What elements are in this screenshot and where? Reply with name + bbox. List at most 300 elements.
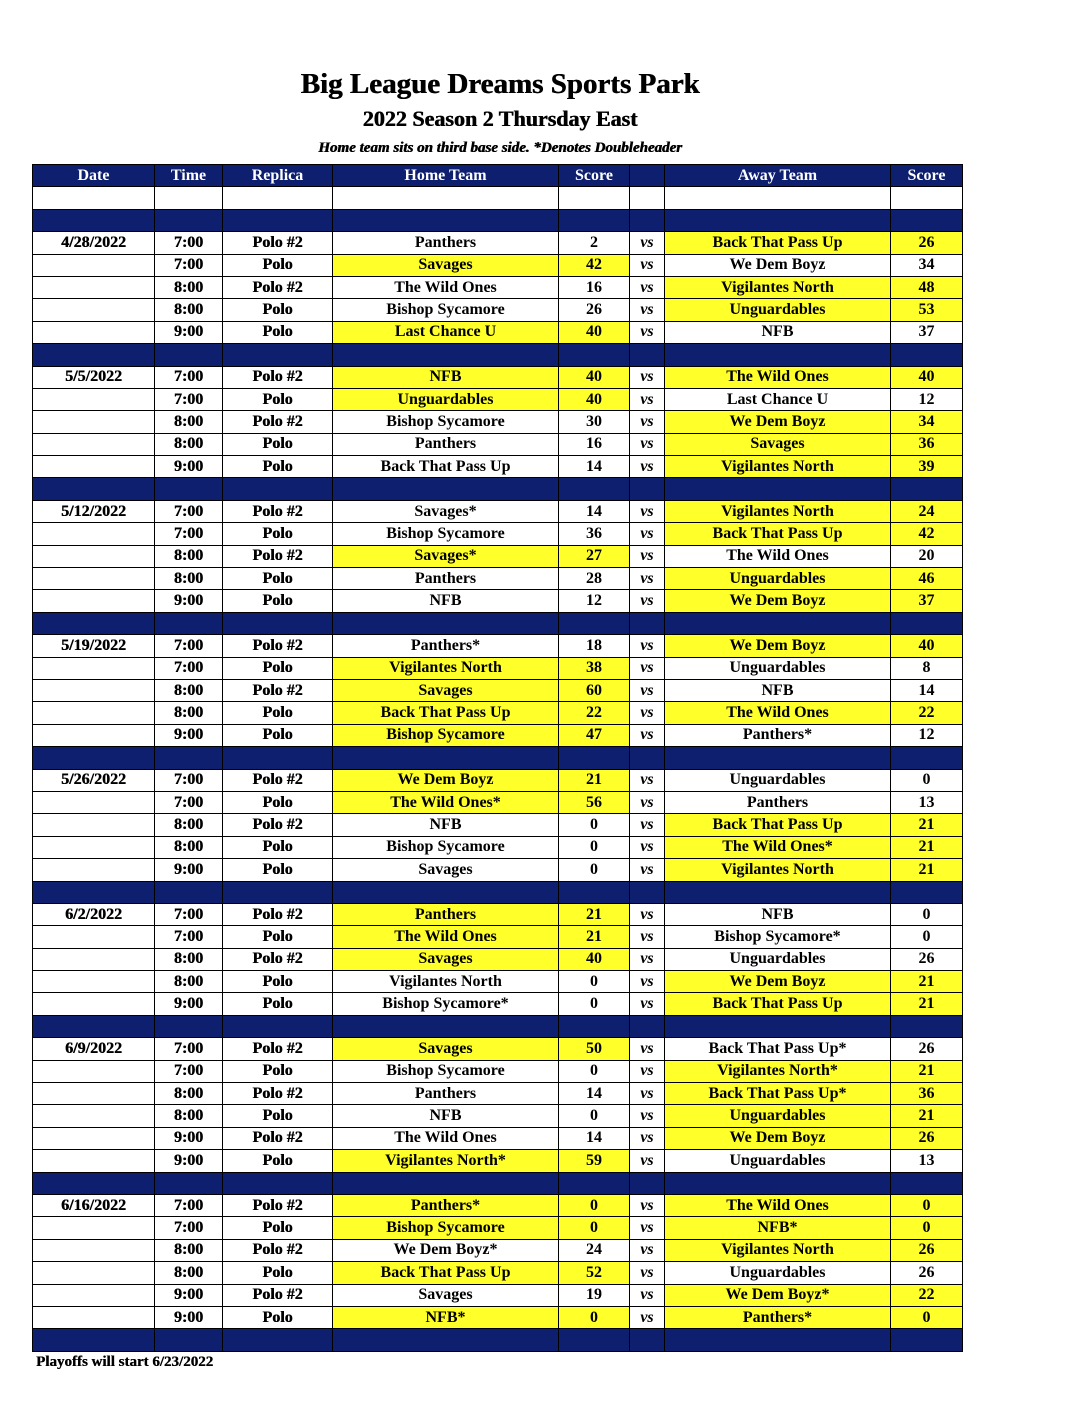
home-team-cell: Bishop Sycamore	[333, 299, 559, 321]
home-score-cell: 0	[559, 1306, 630, 1328]
blank-cell	[155, 187, 223, 209]
away-score-cell: 0	[891, 1217, 963, 1239]
game-row	[33, 657, 963, 679]
away-score-cell: 40	[891, 366, 963, 388]
vs-cell: vs	[630, 657, 665, 679]
home-team-cell: NFB	[333, 1105, 559, 1127]
time-cell: 8:00	[155, 836, 223, 858]
away-score-cell: 26	[891, 1262, 963, 1284]
vs-cell: vs	[630, 1083, 665, 1105]
game-row	[33, 388, 963, 410]
date-cell	[33, 814, 155, 836]
vs-cell: vs	[630, 276, 665, 298]
home-team-cell: The Wild Ones*	[333, 791, 559, 813]
time-cell: 7:00	[155, 903, 223, 925]
game-row	[33, 545, 963, 567]
vs-cell: vs	[630, 1262, 665, 1284]
game-row	[33, 500, 963, 522]
time-cell: 7:00	[155, 254, 223, 276]
date-cell	[33, 433, 155, 455]
time-cell: 8:00	[155, 948, 223, 970]
game-row	[33, 635, 963, 657]
away-team-cell: NFB	[665, 321, 891, 343]
schedule-note: Home team sits on third base side. *Denotes Doubleheader	[318, 140, 682, 156]
replica-cell: Polo	[223, 724, 333, 746]
home-score-cell: 56	[559, 791, 630, 813]
replica-cell: Polo	[223, 299, 333, 321]
away-score-cell: 13	[891, 791, 963, 813]
separator-cell	[223, 344, 333, 366]
away-team-cell: The Wild Ones*	[665, 836, 891, 858]
footer-note: Playoffs will start 6/23/2022	[36, 1354, 214, 1370]
separator-cell	[630, 881, 665, 903]
vs-cell: vs	[630, 1239, 665, 1261]
week-separator-row	[33, 478, 963, 500]
vs-cell: vs	[630, 366, 665, 388]
away-team-cell: Back That Pass Up	[665, 523, 891, 545]
away-score-cell: 0	[891, 903, 963, 925]
separator-cell	[333, 881, 559, 903]
home-team-cell: NFB*	[333, 1306, 559, 1328]
separator-cell	[891, 478, 963, 500]
away-team-cell: The Wild Ones	[665, 1194, 891, 1216]
game-row	[33, 948, 963, 970]
game-row	[33, 411, 963, 433]
replica-cell: Polo	[223, 321, 333, 343]
away-team-cell: We Dem Boyz	[665, 254, 891, 276]
date-cell	[33, 568, 155, 590]
home-team-cell: Back That Pass Up	[333, 702, 559, 724]
date-cell	[33, 523, 155, 545]
home-score-cell: 22	[559, 702, 630, 724]
home-score-cell: 50	[559, 1038, 630, 1060]
home-score-cell: 14	[559, 1083, 630, 1105]
date-cell	[33, 1083, 155, 1105]
away-team-cell: Unguardables	[665, 299, 891, 321]
separator-cell	[33, 612, 155, 634]
separator-cell	[155, 747, 223, 769]
replica-cell: Polo	[223, 568, 333, 590]
away-score-cell: 0	[891, 769, 963, 791]
replica-cell: Polo	[223, 993, 333, 1015]
game-row	[33, 926, 963, 948]
home-score-cell: 40	[559, 948, 630, 970]
home-team-cell: Unguardables	[333, 388, 559, 410]
away-team-cell: Unguardables	[665, 1262, 891, 1284]
separator-cell	[33, 881, 155, 903]
away-team-cell: NFB	[665, 679, 891, 701]
replica-cell: Polo	[223, 1306, 333, 1328]
away-score-cell: 26	[891, 1239, 963, 1261]
separator-cell	[630, 209, 665, 231]
home-score-cell: 0	[559, 1060, 630, 1082]
home-team-cell: Panthers	[333, 1083, 559, 1105]
schedule-body	[33, 187, 963, 1351]
away-score-cell: 12	[891, 388, 963, 410]
replica-cell: Polo	[223, 859, 333, 881]
vs-cell: vs	[630, 903, 665, 925]
separator-cell	[665, 881, 891, 903]
separator-cell	[665, 478, 891, 500]
vs-cell: vs	[630, 1284, 665, 1306]
date-cell	[33, 590, 155, 612]
game-row	[33, 366, 963, 388]
blank-cell	[223, 187, 333, 209]
date-cell: 5/12/2022	[33, 500, 155, 522]
home-score-cell: 21	[559, 926, 630, 948]
home-score-cell: 21	[559, 903, 630, 925]
game-row	[33, 993, 963, 1015]
home-team-cell: NFB	[333, 366, 559, 388]
week-separator-row	[33, 612, 963, 634]
home-score-cell: 28	[559, 568, 630, 590]
home-team-cell: Savages*	[333, 500, 559, 522]
away-team-cell: Unguardables	[665, 769, 891, 791]
home-score-cell: 0	[559, 814, 630, 836]
away-score-cell: 0	[891, 1194, 963, 1216]
game-row	[33, 1083, 963, 1105]
vs-cell: vs	[630, 321, 665, 343]
separator-cell	[891, 612, 963, 634]
vs-cell: vs	[630, 948, 665, 970]
home-score-cell: 0	[559, 859, 630, 881]
date-cell	[33, 1060, 155, 1082]
home-team-cell: Bishop Sycamore*	[333, 993, 559, 1015]
vs-cell: vs	[630, 993, 665, 1015]
time-cell: 9:00	[155, 590, 223, 612]
home-team-cell: Bishop Sycamore	[333, 1060, 559, 1082]
away-team-cell: Unguardables	[665, 948, 891, 970]
replica-cell: Polo #2	[223, 500, 333, 522]
home-score-cell: 36	[559, 523, 630, 545]
home-score-cell: 59	[559, 1150, 630, 1172]
separator-cell	[33, 1015, 155, 1037]
replica-cell: Polo	[223, 791, 333, 813]
date-cell	[33, 724, 155, 746]
game-row	[33, 1127, 963, 1149]
game-row	[33, 702, 963, 724]
home-score-cell: 40	[559, 366, 630, 388]
date-cell: 6/9/2022	[33, 1038, 155, 1060]
game-row	[33, 590, 963, 612]
away-score-cell: 37	[891, 590, 963, 612]
home-score-cell: 21	[559, 769, 630, 791]
home-team-cell: Savages	[333, 859, 559, 881]
date-cell	[33, 971, 155, 993]
vs-cell: vs	[630, 971, 665, 993]
time-cell: 9:00	[155, 1150, 223, 1172]
date-cell	[33, 702, 155, 724]
away-score-cell: 42	[891, 523, 963, 545]
replica-cell: Polo	[223, 1217, 333, 1239]
away-score-cell: 26	[891, 232, 963, 254]
separator-cell	[155, 881, 223, 903]
home-team-cell: Savages	[333, 1284, 559, 1306]
separator-cell	[559, 1015, 630, 1037]
game-row	[33, 724, 963, 746]
away-team-cell: Back That Pass Up*	[665, 1038, 891, 1060]
vs-cell: vs	[630, 1194, 665, 1216]
replica-cell: Polo	[223, 456, 333, 478]
home-score-cell: 19	[559, 1284, 630, 1306]
away-team-cell: Back That Pass Up*	[665, 1083, 891, 1105]
separator-cell	[630, 612, 665, 634]
schedule-table	[32, 164, 963, 1352]
time-cell: 9:00	[155, 1127, 223, 1149]
game-row	[33, 1150, 963, 1172]
vs-cell: vs	[630, 500, 665, 522]
away-team-cell: Last Chance U	[665, 388, 891, 410]
separator-cell	[155, 1015, 223, 1037]
game-row	[33, 1217, 963, 1239]
date-cell	[33, 1127, 155, 1149]
date-cell	[33, 993, 155, 1015]
date-cell	[33, 299, 155, 321]
replica-cell: Polo #2	[223, 948, 333, 970]
date-cell: 6/2/2022	[33, 903, 155, 925]
vs-cell: vs	[630, 724, 665, 746]
date-cell	[33, 254, 155, 276]
away-score-cell: 21	[891, 971, 963, 993]
home-team-cell: Back That Pass Up	[333, 1262, 559, 1284]
separator-cell	[223, 209, 333, 231]
separator-cell	[155, 209, 223, 231]
time-cell: 7:00	[155, 657, 223, 679]
game-row	[33, 1105, 963, 1127]
away-team-cell: The Wild Ones	[665, 702, 891, 724]
away-score-cell: 34	[891, 254, 963, 276]
time-cell: 8:00	[155, 433, 223, 455]
time-cell: 9:00	[155, 859, 223, 881]
page-title: Big League Dreams Sports Park	[300, 68, 700, 100]
separator-cell	[891, 1015, 963, 1037]
home-score-cell: 0	[559, 993, 630, 1015]
separator-cell	[559, 344, 630, 366]
away-score-cell: 34	[891, 411, 963, 433]
col-header-date: Date	[33, 165, 155, 187]
game-row	[33, 1262, 963, 1284]
vs-cell: vs	[630, 456, 665, 478]
game-row	[33, 679, 963, 701]
home-score-cell: 0	[559, 1105, 630, 1127]
separator-cell	[33, 1172, 155, 1194]
separator-cell	[223, 1329, 333, 1351]
date-cell: 5/26/2022	[33, 769, 155, 791]
separator-cell	[630, 1329, 665, 1351]
game-row	[33, 1060, 963, 1082]
home-team-cell: Last Chance U	[333, 321, 559, 343]
home-team-cell: Panthers*	[333, 635, 559, 657]
vs-cell: vs	[630, 568, 665, 590]
game-row	[33, 321, 963, 343]
separator-cell	[891, 209, 963, 231]
game-row	[33, 1038, 963, 1060]
replica-cell: Polo #2	[223, 232, 333, 254]
home-team-cell: Vigilantes North	[333, 657, 559, 679]
separator-cell	[223, 478, 333, 500]
replica-cell: Polo #2	[223, 903, 333, 925]
home-team-cell: Bishop Sycamore	[333, 1217, 559, 1239]
away-score-cell: 21	[891, 993, 963, 1015]
home-team-cell: Vigilantes North	[333, 971, 559, 993]
vs-cell: vs	[630, 1306, 665, 1328]
away-team-cell: Unguardables	[665, 1150, 891, 1172]
date-cell	[33, 411, 155, 433]
replica-cell: Polo #2	[223, 635, 333, 657]
home-score-cell: 0	[559, 836, 630, 858]
col-header-replica: Replica	[223, 165, 333, 187]
col-header-home-team: Home Team	[333, 165, 559, 187]
separator-cell	[559, 1329, 630, 1351]
time-cell: 7:00	[155, 366, 223, 388]
separator-cell	[33, 478, 155, 500]
away-team-cell: We Dem Boyz	[665, 971, 891, 993]
away-score-cell: 0	[891, 926, 963, 948]
home-team-cell: Savages*	[333, 545, 559, 567]
away-score-cell: 37	[891, 321, 963, 343]
game-row	[33, 791, 963, 813]
time-cell: 8:00	[155, 679, 223, 701]
away-team-cell: Back That Pass Up	[665, 993, 891, 1015]
away-score-cell: 36	[891, 433, 963, 455]
replica-cell: Polo	[223, 657, 333, 679]
home-team-cell: NFB	[333, 590, 559, 612]
date-cell	[33, 1262, 155, 1284]
separator-cell	[630, 344, 665, 366]
separator-cell	[665, 1015, 891, 1037]
away-team-cell: Unguardables	[665, 1105, 891, 1127]
separator-cell	[33, 344, 155, 366]
home-team-cell: Savages	[333, 1038, 559, 1060]
time-cell: 7:00	[155, 1060, 223, 1082]
replica-cell: Polo #2	[223, 411, 333, 433]
away-score-cell: 26	[891, 948, 963, 970]
week-separator-row	[33, 344, 963, 366]
separator-cell	[223, 1015, 333, 1037]
separator-cell	[333, 612, 559, 634]
time-cell: 7:00	[155, 926, 223, 948]
away-score-cell: 21	[891, 859, 963, 881]
home-score-cell: 24	[559, 1239, 630, 1261]
header-row	[33, 165, 963, 187]
replica-cell: Polo	[223, 1105, 333, 1127]
game-row	[33, 1194, 963, 1216]
date-cell	[33, 1284, 155, 1306]
away-score-cell: 14	[891, 679, 963, 701]
time-cell: 7:00	[155, 232, 223, 254]
separator-cell	[891, 1329, 963, 1351]
col-header-away-score: Score	[891, 165, 963, 187]
replica-cell: Polo #2	[223, 1127, 333, 1149]
date-cell	[33, 1150, 155, 1172]
time-cell: 8:00	[155, 411, 223, 433]
away-team-cell: Vigilantes North	[665, 1239, 891, 1261]
game-row	[33, 568, 963, 590]
away-score-cell: 26	[891, 1038, 963, 1060]
week-separator-row	[33, 1172, 963, 1194]
home-score-cell: 2	[559, 232, 630, 254]
time-cell: 7:00	[155, 1217, 223, 1239]
home-team-cell: Savages	[333, 948, 559, 970]
home-score-cell: 16	[559, 433, 630, 455]
away-team-cell: Vigilantes North	[665, 859, 891, 881]
date-cell	[33, 859, 155, 881]
away-team-cell: Panthers*	[665, 724, 891, 746]
away-score-cell: 24	[891, 500, 963, 522]
home-team-cell: Panthers	[333, 232, 559, 254]
home-team-cell: We Dem Boyz	[333, 769, 559, 791]
separator-cell	[891, 747, 963, 769]
separator-cell	[223, 881, 333, 903]
replica-cell: Polo	[223, 433, 333, 455]
away-team-cell: The Wild Ones	[665, 366, 891, 388]
replica-cell: Polo #2	[223, 276, 333, 298]
blank-cell	[630, 187, 665, 209]
separator-cell	[665, 344, 891, 366]
separator-cell	[630, 1015, 665, 1037]
game-row	[33, 903, 963, 925]
time-cell: 8:00	[155, 1239, 223, 1261]
vs-cell: vs	[630, 1127, 665, 1149]
separator-cell	[333, 344, 559, 366]
week-separator-row	[33, 881, 963, 903]
away-team-cell: Panthers*	[665, 1306, 891, 1328]
replica-cell: Polo #2	[223, 814, 333, 836]
time-cell: 9:00	[155, 321, 223, 343]
replica-cell: Polo #2	[223, 545, 333, 567]
home-score-cell: 38	[559, 657, 630, 679]
vs-cell: vs	[630, 702, 665, 724]
time-cell: 8:00	[155, 545, 223, 567]
replica-cell: Polo	[223, 388, 333, 410]
vs-cell: vs	[630, 836, 665, 858]
away-team-cell: Vigilantes North	[665, 500, 891, 522]
home-team-cell: Panthers	[333, 903, 559, 925]
game-row	[33, 254, 963, 276]
time-cell: 9:00	[155, 1284, 223, 1306]
replica-cell: Polo	[223, 702, 333, 724]
away-team-cell: Unguardables	[665, 657, 891, 679]
replica-cell: Polo	[223, 836, 333, 858]
home-score-cell: 0	[559, 1194, 630, 1216]
vs-cell: vs	[630, 545, 665, 567]
away-team-cell: Panthers	[665, 791, 891, 813]
separator-cell	[891, 344, 963, 366]
vs-cell: vs	[630, 1105, 665, 1127]
time-cell: 9:00	[155, 1306, 223, 1328]
page-subtitle: 2022 Season 2 Thursday East	[362, 106, 638, 131]
home-team-cell: Bishop Sycamore	[333, 523, 559, 545]
game-row	[33, 1239, 963, 1261]
home-score-cell: 14	[559, 456, 630, 478]
date-cell	[33, 657, 155, 679]
away-score-cell: 48	[891, 276, 963, 298]
game-row	[33, 1306, 963, 1328]
date-cell	[33, 456, 155, 478]
separator-cell	[33, 1329, 155, 1351]
week-separator-row	[33, 747, 963, 769]
time-cell: 8:00	[155, 1262, 223, 1284]
home-team-cell: Back That Pass Up	[333, 456, 559, 478]
blank-row	[33, 187, 963, 209]
away-team-cell: Vigilantes North*	[665, 1060, 891, 1082]
away-team-cell: NFB	[665, 903, 891, 925]
replica-cell: Polo	[223, 1060, 333, 1082]
away-score-cell: 39	[891, 456, 963, 478]
away-score-cell: 22	[891, 702, 963, 724]
away-score-cell: 21	[891, 814, 963, 836]
home-score-cell: 40	[559, 321, 630, 343]
